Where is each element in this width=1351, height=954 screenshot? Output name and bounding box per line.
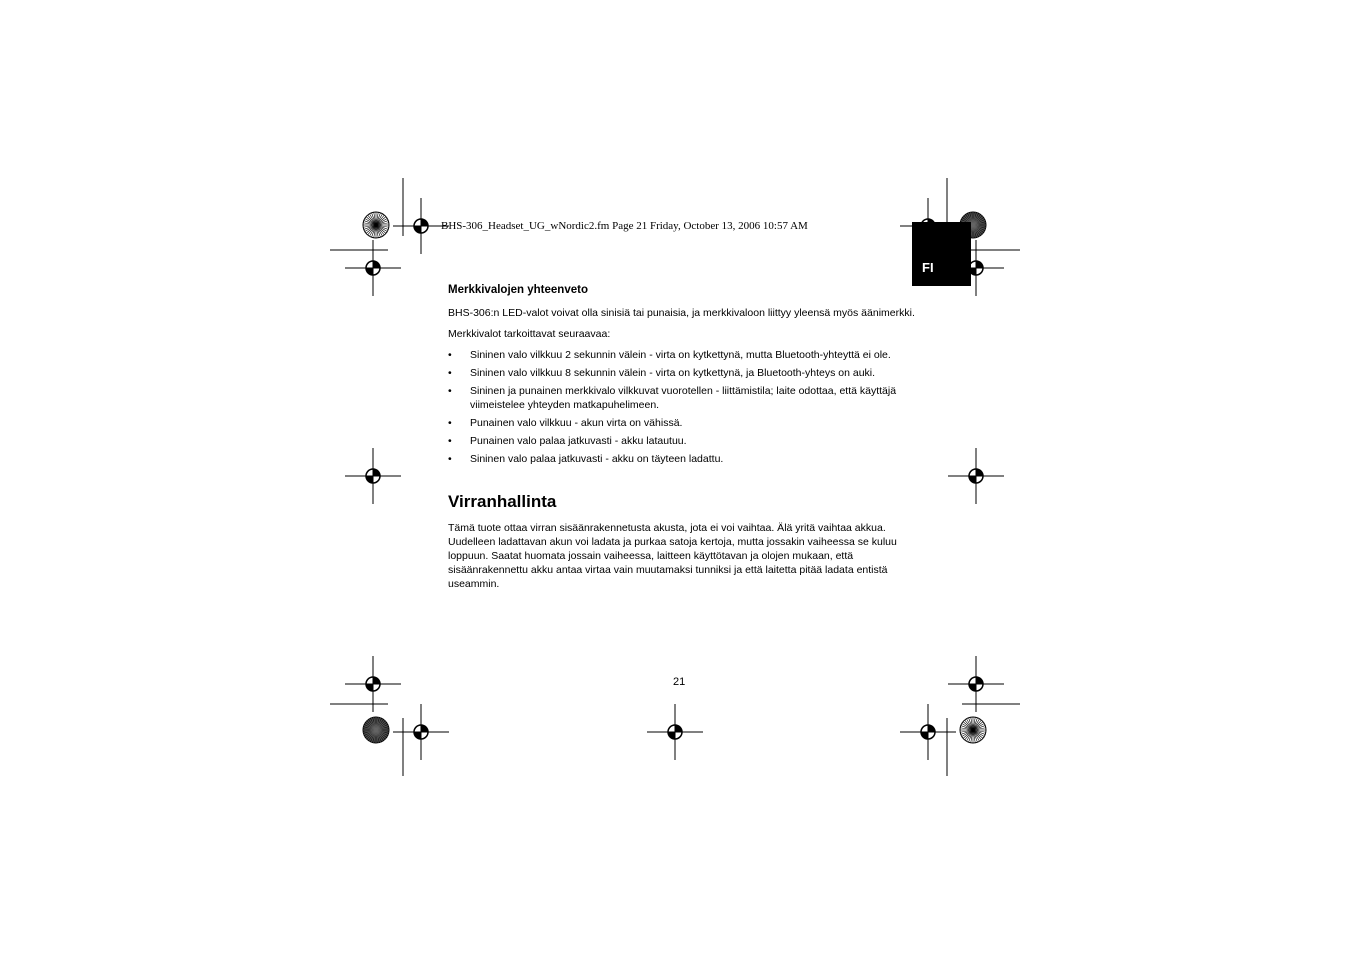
registration-crosshair-icon — [900, 704, 956, 760]
registration-crosshair-icon — [647, 704, 703, 760]
page-content — [448, 283, 918, 598]
registration-crosshair-icon — [948, 448, 1004, 504]
print-header-info: BHS-306_Headset_UG_wNordic2.fm Page 21 Friday, October 13, 2006 10:57 AM — [441, 220, 808, 232]
list-item: • Punainen valo vilkkuu - akun virta on vähissä. — [448, 416, 918, 430]
chapter-body: Tämä tuote ottaa virran sisäänrakennetusta akusta, jota ei voi vaihtaa. Älä yritä vaihtaa akkua. Uudelleen ladattavan akun voi ladata ja purkaa satoja kertoja, mutta jossakin vaiheessa se kuluu loppuun. Saatat huomata jossain vaiheessa, laitteen käyttötavan ja olojen mukaan, että sisäänrakennettu akku antaa virtaa vain muutamaksi tunniksi ja että laitetta pitää ladata entistä useammin. — [448, 522, 897, 590]
registration-crosshair-icon — [393, 704, 449, 760]
list-item: • Sininen ja punainen merkkivalo vilkkuvat vuorotellen - liittämistila; laite odottaa, että käyttäjä viimeistelee yhteyden matkapuhelimeen. — [448, 384, 918, 412]
section-intro: BHS-306:n LED-valot voivat olla sinisiä tai punaisia, ja merkkivaloon liittyy yleensä myös äänimerkki. — [448, 307, 915, 319]
section-lead: Merkkivalot tarkoittavat seuraavaa: — [448, 328, 611, 340]
color-calibration-star-icon — [363, 212, 389, 238]
list-item: • Sininen valo palaa jatkuvasti - akku on täyteen ladattu. — [448, 452, 918, 466]
color-calibration-star-icon — [960, 717, 986, 743]
indicator-list — [448, 348, 918, 466]
registration-crosshair-icon — [345, 240, 401, 296]
color-calibration-star-icon — [363, 717, 389, 743]
page-number: 21 — [673, 676, 686, 688]
language-tab — [912, 222, 971, 286]
language-tab-label: FI — [922, 260, 934, 275]
list-item: • Sininen valo vilkkuu 8 sekunnin välein - virta on kytkettynä, ja Bluetooth-yhteys on auki. — [448, 366, 918, 380]
section-heading: Merkkivalojen yhteenveto — [448, 284, 588, 296]
chapter-title: Virranhallinta — [448, 492, 557, 511]
registration-crosshair-icon — [345, 448, 401, 504]
list-item: • Punainen valo palaa jatkuvasti - akku latautuu. — [448, 434, 918, 448]
list-item: • Sininen valo vilkkuu 2 sekunnin välein - virta on kytkettynä, mutta Bluetooth-yhteyttä ei ole. — [448, 348, 918, 362]
